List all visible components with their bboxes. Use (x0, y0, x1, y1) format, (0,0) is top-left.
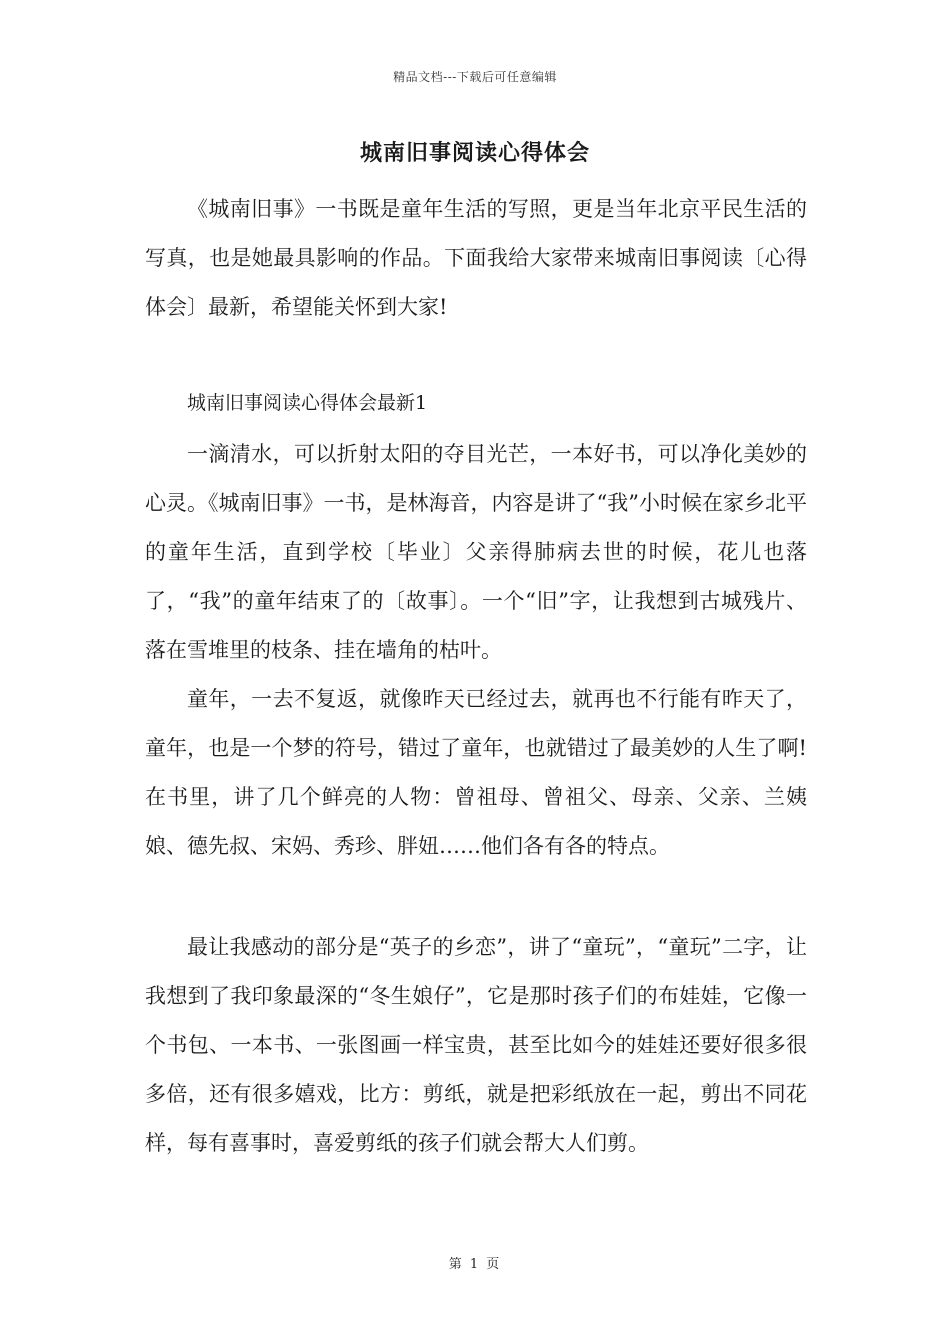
spacer (145, 418, 807, 430)
document-body (145, 185, 807, 1168)
intro-paragraph: 《城南旧事》一书既是童年生活的写照，更是当年北京平民生活的写真，也是她最具影响的作品。下面我给大家带来城南旧事阅读〔心得体会〕最新，希望能关怀到大家! (145, 197, 807, 319)
page-number: 第 1 页 (448, 1257, 502, 1272)
page-header: 精品文档---下载后可任意编辑 (393, 70, 557, 84)
body-paragraph-1: 一滴清水，可以折射太阳的夺目光芒，一本好书，可以净化美妙的心灵。《城南旧事》一书，是林海音，内容是讲了“我”小时候在家乡北平的童年生活，直到学校〔毕业〕父亲得肺病去世的时候，花儿也落了，“我”的童年结束了的〔故事〕。一个“旧”字，让我想到古城残片、落在雪堆里的枝条、挂在墙角的枯叶。 (145, 442, 807, 662)
section-heading: 城南旧事阅读心得体会最新1 (187, 392, 428, 414)
body-paragraph-2: 童年，一去不复返，就像昨天已经过去，就再也不行能有昨天了，童年，也是一个梦的符号，错过了童年，也就错过了最美妙的人生了啊!在书里，讲了几个鲜亮的人物：曾祖母、曾祖父、母亲、父亲、兰姨娘、德先叔、宋妈、秀珍、胖妞……他们各有各的特点。 (145, 687, 807, 858)
document-title: 城南旧事阅读心得体会 (359, 140, 590, 166)
spacer (145, 332, 807, 388)
spacer (145, 871, 807, 923)
body-paragraph-3: 最让我感动的部分是“英子的乡恋”，讲了“童玩”，“童玩”二字，让我想到了我印象最深的“冬生娘仔”，它是那时孩子们的布娃娃，它像一个书包、一本书、一张图画一样宝贵，甚至比如今的娃娃还要好很多很多倍，还有很多嬉戏，比方：剪纸，就是把彩纸放在一起，剪出不同花样，每有喜事时，喜爱剪纸的孩子们就会帮大人们剪。 (145, 935, 807, 1155)
